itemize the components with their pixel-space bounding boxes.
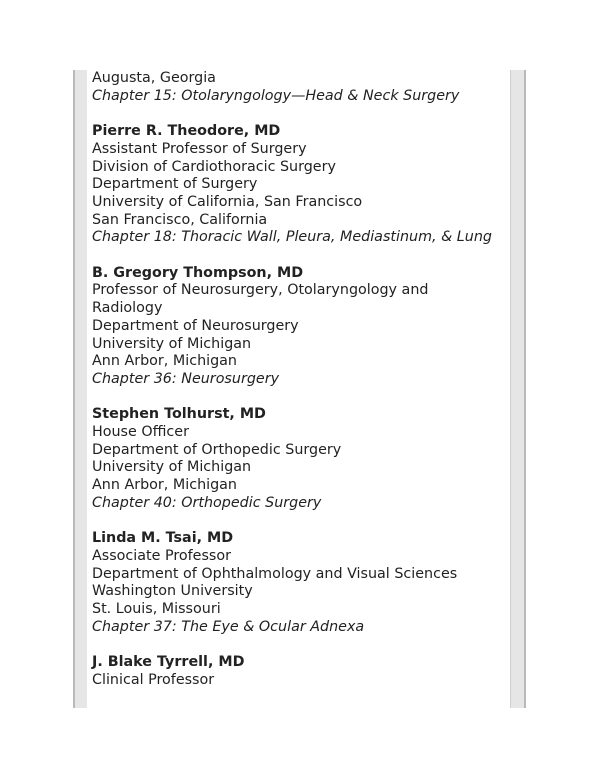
chapter-reference: Chapter 36: Neurosurgery: [92, 370, 280, 387]
contributor-entry: [92, 123, 504, 247]
affiliation-line: Department of Ophthalmology and Visual Sciences: [92, 565, 458, 582]
affiliation-line: Washington University: [92, 583, 253, 600]
affiliation-line: House Officer: [92, 424, 189, 441]
affiliation-line: Professor of Neurosurgery, Otolaryngology and: [92, 282, 429, 299]
affiliation-line: Radiology: [92, 300, 163, 317]
affiliation-line: Department of Neurosurgery: [92, 317, 299, 334]
contributor-name: Linda M. Tsai, MD: [92, 530, 234, 547]
right-margin-bar: [510, 70, 526, 708]
affiliation-line: Ann Arbor, Michigan: [92, 353, 237, 370]
contributor-name: Stephen Tolhurst, MD: [92, 406, 266, 423]
contributors-list: [92, 70, 504, 690]
contributor-entry: [92, 265, 504, 389]
contributor-entry: [92, 406, 504, 512]
chapter-reference: Chapter 18: Thoracic Wall, Pleura, Mediastinum, & Lung: [92, 229, 492, 246]
affiliation-line: St. Louis, Missouri: [92, 601, 221, 618]
chapter-reference: Chapter 40: Orthopedic Surgery: [92, 494, 322, 511]
chapter-reference: Chapter 37: The Eye & Ocular Adnexa: [92, 618, 365, 635]
contributor-name: J. Blake Tyrrell, MD: [92, 654, 245, 671]
affiliation-line: Department of Surgery: [92, 176, 258, 193]
chapter-reference: Chapter 15: Otolaryngology—Head & Neck Surgery: [92, 87, 460, 104]
contributor-entry: [92, 654, 504, 689]
contributor-entry: [92, 530, 504, 636]
affiliation-line: San Francisco, California: [92, 211, 268, 228]
affiliation-line: Augusta, Georgia: [92, 70, 216, 86]
affiliation-line: Associate Professor: [92, 547, 231, 564]
affiliation-line: Department of Orthopedic Surgery: [92, 441, 342, 458]
contributor-entry: [92, 70, 504, 105]
contributor-name: Pierre R. Theodore, MD: [92, 123, 281, 140]
affiliation-line: University of Michigan: [92, 459, 252, 476]
affiliation-line: Division of Cardiothoracic Surgery: [92, 158, 336, 175]
affiliation-line: University of Michigan: [92, 335, 252, 352]
affiliation-line: Clinical Professor: [92, 671, 215, 688]
affiliation-line: Assistant Professor of Surgery: [92, 140, 307, 157]
affiliation-line: University of California, San Francisco: [92, 193, 363, 210]
left-margin-bar: [73, 70, 87, 708]
affiliation-line: Ann Arbor, Michigan: [92, 477, 237, 494]
contributor-name: B. Gregory Thompson, MD: [92, 264, 304, 281]
